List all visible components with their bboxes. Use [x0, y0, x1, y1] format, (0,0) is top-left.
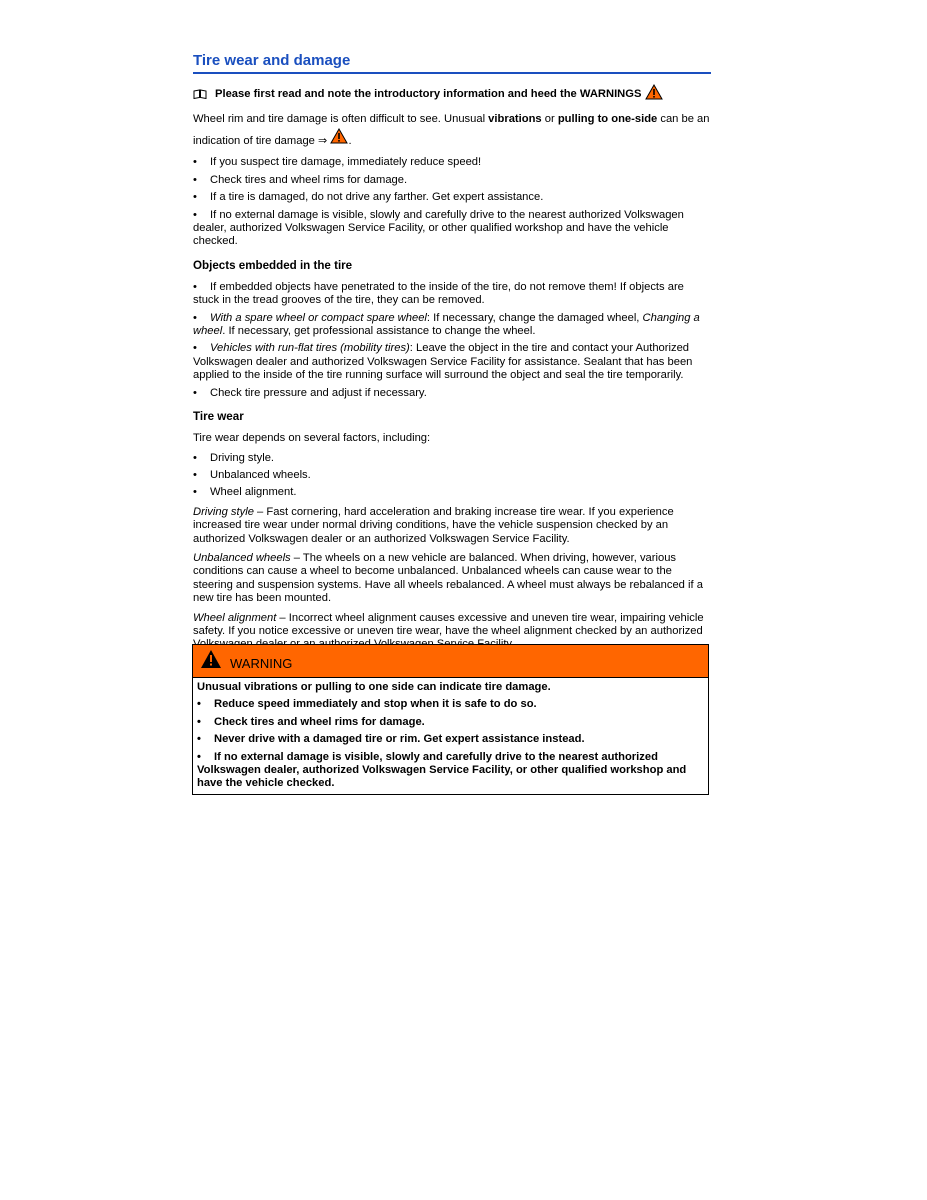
list-item-text: : If necessary, change the damaged wheel,	[426, 311, 643, 324]
list-item-text: Check tire pressure and adjust if necessary.	[210, 386, 427, 399]
intro-paragraph	[193, 110, 711, 150]
list-item-text: If no external damage is visible, slowly and carefully drive to the nearest authorized Volkswagen dealer, authorized Volkswagen Service Facility, or other qualified workshop and have the vehicle checked.	[197, 750, 687, 790]
italic-text: With a spare wheel or compact spare wheel	[210, 311, 427, 324]
list-item-text: Reduce speed immediately and stop when it is safe to do so.	[214, 698, 537, 711]
link-changing-a-wheel[interactable]: Changing a wheel	[193, 311, 700, 338]
warning-header	[193, 645, 708, 678]
list-item-text: If a tire is damaged, do not drive any farther. Get expert assistance.	[210, 191, 544, 204]
list-item-text: Check tires and wheel rims for damage.	[214, 715, 425, 728]
list-item-text: If you suspect tire damage, immediately reduce speed!	[210, 156, 482, 169]
italic-text: Vehicles with run-flat tires (mobility tires)	[210, 342, 410, 355]
list-item-text: . If necessary, get professional assistance to change the wheel.	[222, 325, 536, 338]
page-title: Tire wear and damage	[193, 52, 711, 74]
text-bold: pulling to one-side	[557, 113, 658, 126]
list-item: • Vehicles with run-flat tires (mobility tires): Leave the object in the tire and contact your Authorized Volkswagen dealer and authorized Volkswagen Service Facility for assistance. Sealant that has been applied to the inside of the tire running surface will surround the object and seal the tire temporarily.	[193, 342, 693, 382]
list-item: • If embedded objects have penetrated to the inside of the tire, do not remove them! If objects are stuck in the tread grooves of the tire, they can be removed.	[193, 280, 684, 307]
list-item-text: : Leave the object in the tire and contact your Authorized Volkswagen dealer and authorized Volkswagen Service Facility for assistance. Sealant that has been applied to the inside of the tire running surface will surround the object and seal the tire temporarily.	[193, 342, 693, 382]
warning-lead: Unusual vibrations or pulling to one side can indicate tire damage.	[197, 681, 551, 693]
text: Wheel rim and tire damage is often difficult to see. Unusual	[193, 113, 489, 126]
section-heading-tire-wear: Tire wear	[193, 410, 244, 424]
list-item: • If you suspect tire damage, immediately reduce speed!	[193, 156, 482, 169]
text: can be an indication of tire damage ⇒	[193, 113, 710, 148]
warning-label: WARNING	[230, 656, 293, 672]
intro-line	[193, 84, 711, 104]
list-item: • Wheel alignment.	[193, 486, 297, 499]
wear-list	[193, 452, 711, 500]
damage-list	[193, 156, 711, 248]
list-item-text: If embedded objects have penetrated to the inside of the tire, do not remove them! If objects are stuck in the tread grooves of the tire, they can be removed.	[193, 280, 684, 307]
italic-text: Wheel alignment	[193, 611, 277, 624]
list-item-text: If no external damage is visible, slowly and carefully drive to the nearest authorized Volkswagen dealer, authorized Volkswagen Service Facility, or other qualified workshop and have the vehicle checked.	[193, 208, 684, 248]
paragraph-text: – The wheels on a new vehicle are balanced. When driving, however, various conditions can cause a wheel to become unbalanced. Unbalanced wheels can cause wear to the steering and suspension systems. Have all wheels rebalanced. A wheel must always be rebalanced if a new tire has been mounted.	[193, 551, 703, 605]
objects-list	[193, 281, 711, 400]
list-item-text: Unbalanced wheels.	[210, 468, 311, 481]
warning-box	[192, 644, 709, 795]
list-item: • Driving style.	[193, 451, 275, 464]
warning-list	[197, 698, 704, 790]
list-item: • With a spare wheel or compact spare wheel: If necessary, change the damaged wheel, Changing a wheel. If necessary, get professional assistance to change the wheel.	[193, 311, 700, 338]
wear-intro: Tire wear depends on several factors, including:	[193, 432, 431, 445]
driving-style-paragraph	[193, 506, 711, 546]
list-item-text: Check tires and wheel rims for damage.	[210, 173, 408, 186]
text: .	[348, 135, 352, 148]
list-item: • If no external damage is visible, slowly and carefully drive to the nearest authorized Volkswagen dealer, authorized Volkswagen Service Facility, or other qualified workshop and have the vehicle checked.	[193, 208, 684, 248]
list-item: • Reduce speed immediately and stop when it is safe to do so.	[197, 698, 537, 711]
text-bold: vibrations	[488, 113, 542, 126]
list-item-text: Driving style.	[210, 451, 275, 464]
list-item: • Check tires and wheel rims for damage.	[197, 715, 425, 728]
warning-body	[193, 678, 708, 794]
warning-triangle-icon	[200, 649, 222, 673]
paragraph-text: – Incorrect wheel alignment causes excessive and uneven tire wear, impairing vehicle safety. If you notice excessive or uneven tire wear, have the wheel alignment checked by an authorized	[193, 611, 704, 637]
document-page	[193, 52, 711, 658]
warning-triangle-icon	[330, 128, 348, 150]
intro-text: Please first read and note the introductory information and heed the WARNINGS	[215, 87, 642, 100]
paragraph-text: – Fast cornering, hard acceleration and braking increase tire wear. If you experience increased tire wear under normal driving conditions, have the vehicle suspension checked by an authorized Volkswagen dealer or an authorized Volkswagen Service Facility.	[193, 505, 674, 545]
list-item: • Check tires and wheel rims for damage.	[193, 173, 408, 186]
list-item-text: Wheel alignment.	[210, 486, 297, 499]
italic-text: Unbalanced wheels	[193, 551, 291, 564]
list-item: • If a tire is damaged, do not drive any farther. Get expert assistance.	[193, 191, 544, 204]
section-heading-objects: Objects embedded in the tire	[193, 258, 353, 272]
list-item: • Unbalanced wheels.	[193, 468, 311, 481]
list-item-text: Never drive with a damaged tire or rim. Get expert assistance instead.	[214, 733, 585, 746]
list-item: • If no external damage is visible, slowly and carefully drive to the nearest authorized Volkswagen dealer, authorized Volkswagen Service Facility, or other qualified workshop and have the vehicle checked.	[197, 750, 687, 790]
list-item: • Never drive with a damaged tire or rim. Get expert assistance instead.	[197, 733, 585, 746]
text: or	[541, 113, 558, 126]
list-item: • Check tire pressure and adjust if necessary.	[193, 386, 427, 399]
warning-triangle-icon	[645, 84, 663, 104]
book-icon	[193, 89, 207, 99]
italic-text: Driving style	[193, 505, 254, 518]
unbalanced-wheels-paragraph	[193, 552, 711, 606]
